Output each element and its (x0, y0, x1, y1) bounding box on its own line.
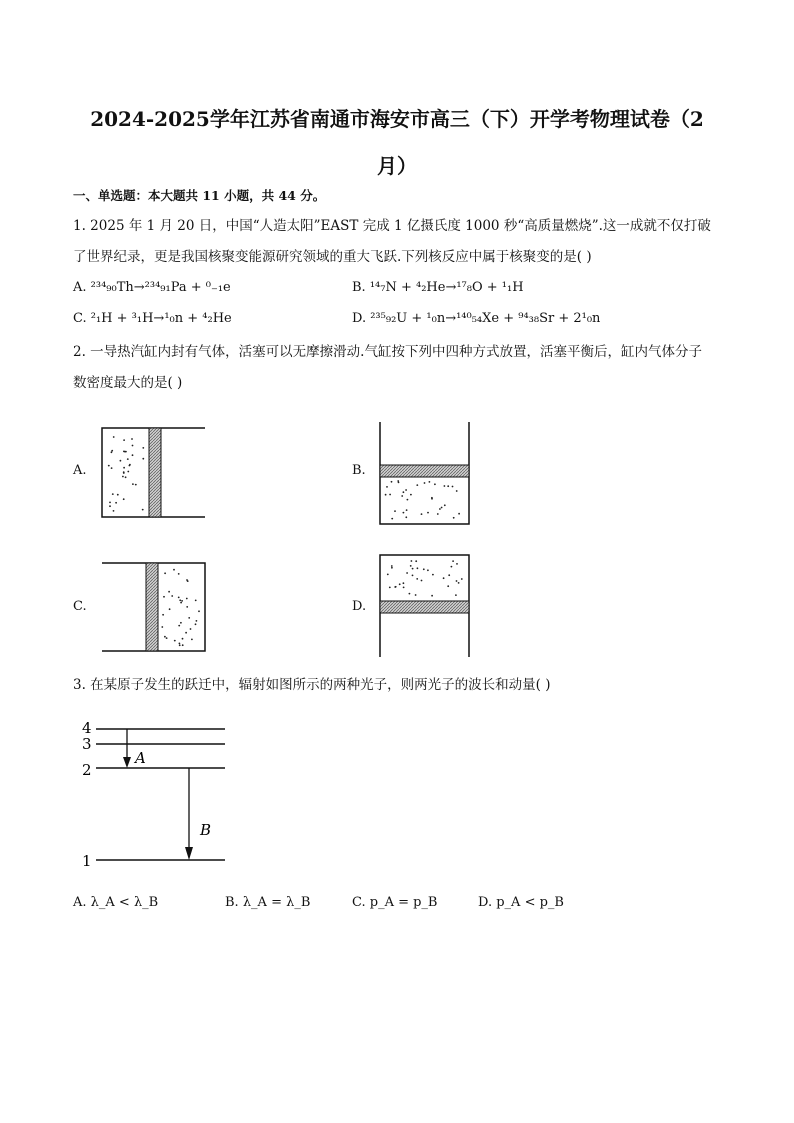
q3-option-c: C. p_A = p_B (352, 895, 438, 910)
gas-molecule-dot (421, 580, 423, 582)
section-header: 一、单选题：本大题共 11 小题，共 44 分。 (73, 188, 326, 203)
transition-a-label: A (135, 749, 146, 767)
gas-molecules-b (385, 480, 460, 519)
gas-molecule-dot (178, 597, 180, 599)
gas-molecule-dot (452, 560, 454, 562)
gas-molecule-dot (142, 458, 144, 460)
piston-d (380, 601, 469, 613)
gas-molecule-dot (415, 560, 417, 562)
gas-molecule-dot (434, 483, 436, 485)
gas-molecule-dot (132, 445, 134, 447)
gas-molecule-dot (178, 625, 180, 627)
gas-molecule-dot (427, 512, 429, 514)
exam-title-line1: 2024-2025学年江苏省南通市海安市高三（下）开学考物理试卷（2 (90, 107, 704, 131)
gas-molecule-dot (389, 587, 391, 589)
gas-molecule-dot (415, 594, 417, 596)
gas-molecule-dot (127, 471, 129, 473)
gas-molecule-dot (122, 476, 124, 478)
q1-option-b: B. ¹⁴₇N + ⁴₂He→¹⁷₈O + ¹₁H (352, 280, 524, 295)
gas-molecule-dot (444, 485, 446, 487)
gas-molecule-dot (391, 481, 393, 483)
gas-molecule-dot (181, 600, 183, 602)
gas-molecule-dot (164, 572, 166, 574)
gas-molecule-dot (142, 447, 144, 449)
q1-line1: 1. 2025 年 1 月 20 日，中国“人造太阳”EAST 完成 1 亿摄氏度 1000 秒“高质量燃烧”.这一成就不仅打破 (73, 218, 711, 234)
gas-molecule-dot (186, 606, 188, 608)
gas-molecule-dot (188, 617, 190, 619)
gas-molecule-dot (397, 480, 399, 482)
gas-molecule-dot (123, 467, 125, 469)
gas-molecule-dot (387, 574, 389, 576)
piston-c (146, 563, 158, 651)
cylinder-b (380, 422, 469, 524)
gas-molecule-dot (161, 626, 163, 628)
gas-molecule-dot (448, 574, 450, 576)
gas-molecule-dot (123, 439, 125, 441)
gas-molecule-dot (195, 623, 197, 625)
gas-molecule-dot (163, 596, 165, 598)
level-label-4: 4 (82, 719, 92, 737)
transition-b-label: B (200, 821, 212, 839)
gas-molecule-dot (179, 644, 181, 646)
gas-molecule-dot (456, 563, 458, 565)
gas-molecule-dot (405, 516, 407, 518)
gas-molecule-dot (185, 632, 187, 634)
gas-molecule-dot (431, 595, 433, 597)
gas-molecule-dot (405, 489, 407, 491)
gas-molecule-dot (174, 640, 176, 642)
gas-molecule-dot (391, 565, 393, 567)
q3-option-a: A. λ_A < λ_B (73, 895, 159, 910)
gas-molecule-dot (391, 518, 393, 520)
gas-molecule-dot (178, 573, 180, 575)
gas-molecule-dot (191, 639, 193, 641)
gas-molecule-dot (423, 568, 425, 570)
piston-b (380, 465, 469, 477)
gas-molecule-dot (417, 567, 419, 569)
gas-molecule-dot (431, 498, 433, 500)
q3-option-b: B. λ_A = λ_B (225, 895, 311, 910)
q1-option-a: A. ²³⁴₉₀Th→²³⁴₉₁Pa + ⁰₋₁e (73, 280, 231, 295)
gas-molecule-dot (403, 582, 405, 584)
cylinder-c (102, 563, 205, 651)
gas-molecule-dot (108, 465, 110, 467)
gas-molecule-dot (132, 454, 134, 456)
gas-molecule-dot (180, 622, 182, 624)
gas-molecule-dot (142, 509, 144, 511)
level-label-3: 3 (82, 735, 92, 753)
gas-molecule-dot (456, 490, 458, 492)
gas-molecule-dot (410, 565, 412, 567)
q2-label-a: A. (73, 463, 87, 478)
gas-molecule-dot (416, 578, 418, 580)
gas-molecule-dot (411, 560, 413, 562)
gas-molecule-dot (427, 569, 429, 571)
gas-molecule-dot (407, 499, 409, 501)
gas-molecule-dot (401, 495, 403, 497)
gas-molecule-dot (111, 467, 113, 469)
gas-molecule-dot (182, 638, 184, 640)
cylinder-d (380, 555, 469, 657)
q1-line2: 了世界纪录，更是我国核聚变能源研究领域的重大飞跃.下列核反应中属于核聚变的是( ) (73, 249, 592, 265)
gas-molecule-dot (109, 502, 111, 504)
q2-label-d: D. (352, 599, 367, 614)
gas-molecule-dot (182, 644, 184, 646)
q1-option-d: D. ²³⁵₉₂U + ¹₀n→¹⁴⁰₅₄Xe + ⁹⁴₃₈Sr + 2¹₀n (352, 311, 601, 326)
gas-molecule-dot (111, 451, 113, 453)
gas-molecule-dot (113, 510, 115, 512)
gas-molecule-dot (113, 436, 115, 438)
transition-b-arrowhead (185, 847, 193, 860)
gas-molecule-dot (179, 643, 181, 645)
gas-molecule-dot (123, 498, 125, 500)
gas-molecules-d (387, 560, 463, 597)
gas-molecule-dot (441, 507, 443, 509)
gas-molecules-c (161, 569, 200, 646)
gas-molecule-dot (112, 493, 114, 495)
gas-molecule-dot (406, 509, 408, 511)
gas-molecule-dot (458, 582, 460, 584)
gas-molecule-dot (406, 572, 408, 574)
gas-molecule-dot (451, 566, 453, 568)
gas-molecule-dot (173, 569, 175, 571)
gas-molecule-dot (131, 438, 133, 440)
gas-molecule-dot (399, 583, 401, 585)
piston-a (149, 428, 161, 517)
gas-molecule-dot (129, 464, 131, 466)
gas-molecule-dot (111, 450, 113, 452)
transition-a-arrowhead (123, 757, 131, 768)
gas-molecule-dot (447, 485, 449, 487)
gas-molecule-dot (127, 458, 129, 460)
gas-molecules-a (108, 436, 144, 512)
gas-molecule-dot (424, 482, 426, 484)
gas-molecule-dot (412, 575, 414, 577)
gas-molecule-dot (412, 568, 414, 570)
gas-molecule-dot (164, 636, 166, 638)
gas-molecule-dot (180, 602, 182, 604)
gas-molecule-dot (168, 591, 170, 593)
gas-molecule-dot (453, 517, 455, 519)
gas-molecule-dot (455, 594, 457, 596)
gas-molecule-dot (391, 567, 393, 569)
cylinder-a (102, 428, 205, 517)
gas-molecule-dot (410, 494, 412, 496)
gas-molecule-dot (125, 476, 127, 478)
gas-molecule-dot (439, 508, 441, 510)
gas-molecule-dot (447, 585, 449, 587)
energy-level-diagram (70, 710, 240, 872)
gas-molecule-dot (416, 484, 418, 486)
gas-molecule-dot (443, 577, 445, 579)
gas-molecule-dot (456, 580, 458, 582)
gas-molecule-dot (429, 481, 431, 483)
gas-molecule-dot (452, 486, 454, 488)
gas-molecule-dot (162, 614, 164, 616)
gas-molecule-dot (409, 593, 411, 595)
gas-molecule-dot (124, 451, 126, 453)
gas-molecule-dot (198, 610, 200, 612)
gas-molecule-dot (394, 510, 396, 512)
gas-molecule-dot (385, 494, 387, 496)
gas-molecule-dot (403, 491, 405, 493)
gas-molecule-dot (195, 600, 197, 602)
gas-molecule-dot (123, 471, 125, 473)
gas-molecule-dot (461, 578, 463, 580)
q2-line2: 数密度最大的是( ) (73, 375, 183, 391)
gas-molecule-dot (444, 504, 446, 506)
gas-molecule-dot (386, 486, 388, 488)
q1-option-c: C. ²₁H + ³₁H→¹₀n + ⁴₂He (73, 311, 232, 326)
gas-molecule-dot (190, 628, 192, 630)
gas-molecule-dot (403, 587, 405, 589)
gas-molecule-dot (421, 513, 423, 515)
gas-molecule-dot (109, 505, 111, 507)
gas-molecule-dot (432, 574, 434, 576)
gas-molecule-dot (179, 599, 181, 601)
exam-title-line2: 月） (377, 154, 417, 178)
q3-line1: 3. 在某原子发生的跃迁中，辐射如图所示的两种光子，则两光子的波长和动量( ) (73, 677, 551, 693)
gas-molecule-dot (458, 513, 460, 515)
gas-molecule-dot (115, 502, 117, 504)
gas-molecule-dot (186, 598, 188, 600)
q2-line1: 2. 一导热汽缸内封有气体，活塞可以无摩擦滑动.气缸按下列中四种方式放置，活塞平衡后，缸内气体分子 (73, 344, 702, 360)
gas-molecule-dot (196, 620, 198, 622)
level-label-1: 1 (82, 852, 92, 870)
gas-molecule-dot (120, 460, 122, 462)
gas-molecule-dot (389, 494, 391, 496)
gas-molecule-dot (166, 637, 168, 639)
gas-molecule-dot (171, 595, 173, 597)
gas-molecule-dot (187, 580, 189, 582)
gas-molecule-dot (117, 494, 119, 496)
level-label-2: 2 (82, 761, 92, 779)
gas-molecule-dot (135, 484, 137, 486)
gas-molecule-dot (132, 483, 134, 485)
gas-molecule-dot (169, 608, 171, 610)
q2-label-b: B. (352, 463, 366, 478)
gas-molecule-dot (403, 512, 405, 514)
q3-option-d: D. p_A < p_B (478, 895, 564, 910)
gas-molecule-dot (437, 513, 439, 515)
q2-label-c: C. (73, 599, 87, 614)
gas-molecule-dot (395, 586, 397, 588)
